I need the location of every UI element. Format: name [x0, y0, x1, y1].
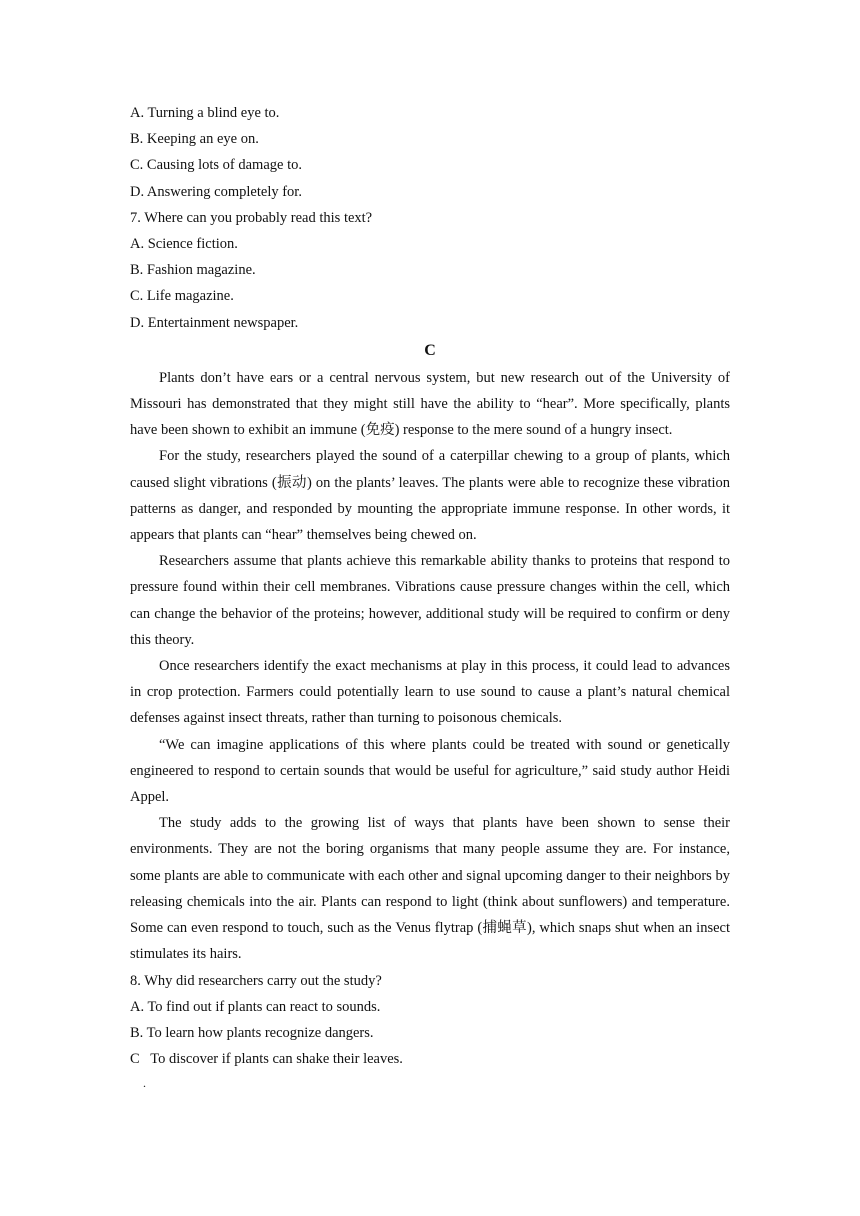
q8-option-c: C To discover if plants can shake their leaves. — [130, 1051, 403, 1068]
q7-option-c: C. Life magazine. — [130, 288, 234, 305]
passage-paragraph-6: The study adds to the growing list of ways that plants have been shown to sense their environments. They are not the boring organisms that many people assume they are. For instance, some plants are able to communicate with each other and signal upcoming danger to their neighbors by releasing chemicals into the air. Plants can respond to light (think about sunflowers) and temperature. Some can even respond to touch, such as the Venus flytrap (捕蝇草), which snaps shut when an insect stimulates its hairs. — [130, 815, 730, 963]
q8-option-b: B. To learn how plants recognize dangers. — [130, 1024, 374, 1041]
passage-paragraph-3: Researchers assume that plants achieve this remarkable ability thanks to proteins that respond to pressure found within their cell membranes. Vibrations cause pressure changes within the cell, which can change the behavior of the proteins; however, additional study will be required to confirm or deny this theory. — [130, 553, 730, 648]
q6-option-a: A. Turning a blind eye to. — [130, 105, 280, 121]
passage-paragraph-1: Plants don’t have ears or a central nervous system, but new research out of the University of Missouri has demonstrated that they might still have the ability to “hear”. More specifically, plants have been shown to exhibit an immune (免疫) response to the mere sound of a hungry insect. — [130, 369, 730, 439]
q6-option-d: D. Answering completely for. — [130, 183, 302, 200]
passage-paragraph-5: “We can imagine applications of this where plants could be treated with sound or genetically engineered to respond to certain sounds that would be useful for agriculture,” said study author Heidi Appel. — [130, 736, 730, 806]
q7-question: 7. Where can you probably read this text? — [130, 209, 373, 226]
q6-option-c: C. Causing lots of damage to. — [130, 157, 302, 174]
stray-dot-mark: . — [143, 1076, 146, 1090]
section-title: C — [424, 341, 436, 359]
q8-option-a: A. To find out if plants can react to sounds. — [130, 998, 381, 1015]
passage-paragraph-4: Once researchers identify the exact mechanisms at play in this process, it could lead to advances in crop protection. Farmers could potentially learn to use sound to cause a plant’s natural chemical defenses against insect threats, rather than turning to poisonous chemicals. — [130, 658, 730, 727]
q7-option-a: A. Science fiction. — [130, 236, 238, 253]
passage-paragraph-2: For the study, researchers played the sound of a caterpillar chewing to a group of plants, which caused slight vibrations (振动) on the plants’ leaves. The plants were able to recognize these vibration patterns as danger, and responded by mounting the appropriate immune response. In other words, it appears that plants can “hear” themselves being chewed on. — [130, 448, 730, 544]
document-page — [130, 100, 730, 1072]
q7-option-d: D. Entertainment newspaper. — [130, 314, 299, 331]
q6-option-b: B. Keeping an eye on. — [130, 131, 259, 148]
q7-option-b: B. Fashion magazine. — [130, 262, 256, 279]
q8-question: 8. Why did researchers carry out the study? — [130, 972, 382, 989]
